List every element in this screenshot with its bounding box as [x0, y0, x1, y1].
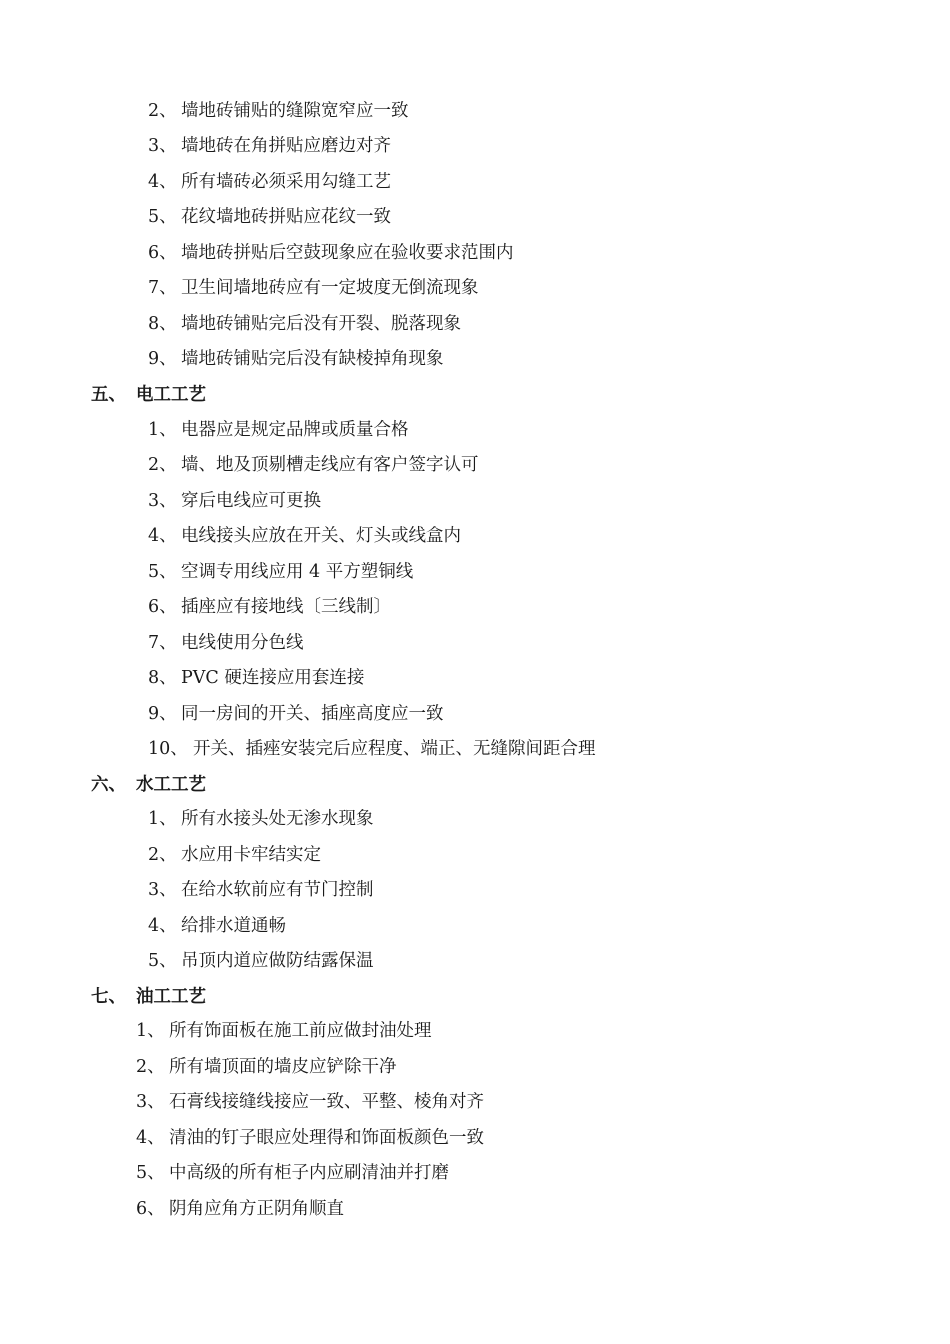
item-number: 3、 — [148, 880, 177, 900]
list-item — [136, 1198, 344, 1220]
list-item — [148, 703, 444, 725]
section-heading-painting — [91, 986, 206, 1008]
item-number: 2、 — [148, 845, 177, 865]
item-text: 插座应有接地线〔三线制〕 — [181, 597, 391, 617]
item-text: 墙、地及顶剔槽走线应有客户签字认可 — [181, 455, 479, 475]
list-item — [136, 1091, 484, 1113]
item-text: 穿后电线应可更换 — [181, 491, 321, 511]
item-number: 7、 — [148, 278, 177, 298]
section-number: 六、 — [91, 775, 126, 795]
item-number: 4、 — [136, 1128, 165, 1148]
list-item — [148, 313, 461, 335]
item-text: 卫生间墙地砖应有一定坡度无倒流现象 — [181, 278, 479, 298]
item-number: 4、 — [148, 172, 177, 192]
item-number: 8、 — [148, 314, 177, 334]
list-item — [148, 454, 479, 476]
list-item — [136, 1162, 449, 1184]
item-number: 1、 — [148, 809, 177, 829]
list-item — [148, 879, 374, 901]
section-number: 七、 — [91, 987, 126, 1007]
item-number: 5、 — [148, 562, 177, 582]
item-text: 所有墙砖必须采用勾缝工艺 — [181, 172, 391, 192]
item-text: 石膏线接缝线接应一致、平整、棱角对齐 — [169, 1092, 484, 1112]
list-item — [148, 348, 444, 370]
section-heading-plumbing — [91, 774, 206, 796]
item-text: 中高级的所有柜子内应刷清油并打磨 — [169, 1163, 449, 1183]
item-number: 8、 — [148, 668, 177, 688]
section-title: 水工工艺 — [136, 775, 206, 795]
item-number: 1、 — [136, 1021, 165, 1041]
item-number: 6、 — [148, 597, 177, 617]
item-number: 4、 — [148, 526, 177, 546]
section-title: 油工工艺 — [136, 987, 206, 1007]
item-text: 阴角应角方正阴角顺直 — [169, 1199, 344, 1219]
list-item — [148, 738, 596, 760]
item-text: 所有墙顶面的墙皮应铲除干净 — [169, 1057, 397, 1077]
item-number: 2、 — [148, 455, 177, 475]
item-number: 9、 — [148, 349, 177, 369]
item-number: 3、 — [148, 136, 177, 156]
item-number: 6、 — [136, 1199, 165, 1219]
list-item — [148, 950, 374, 972]
section-number: 五、 — [91, 385, 126, 405]
item-text: 同一房间的开关、插座高度应一致 — [181, 704, 444, 724]
item-text: PVC 硬连接应用套连接 — [181, 668, 365, 688]
item-number: 5、 — [148, 951, 177, 971]
item-text: 墙地砖在角拼贴应磨边对齐 — [181, 136, 391, 156]
item-text: 墙地砖铺贴的缝隙宽窄应一致 — [181, 101, 409, 121]
item-text: 水应用卡牢结实定 — [181, 845, 321, 865]
item-number: 4、 — [148, 916, 177, 936]
item-number: 3、 — [148, 491, 177, 511]
item-text: 电器应是规定品牌或质量合格 — [181, 420, 409, 440]
item-text: 清油的钉子眼应处理得和饰面板颜色一致 — [169, 1128, 484, 1148]
list-item — [148, 135, 391, 157]
item-text: 开关、插痤安装完后应程度、端正、无缝隙间距合理 — [193, 739, 596, 759]
item-text: 吊顶内道应做防结露保温 — [181, 951, 374, 971]
item-number: 9、 — [148, 704, 177, 724]
item-number: 7、 — [148, 633, 177, 653]
item-text: 墙地砖铺贴完后没有开裂、脱落现象 — [181, 314, 461, 334]
item-text: 墙地砖拼贴后空鼓现象应在验收要求范围内 — [181, 243, 514, 263]
item-text: 所有水接头处无渗水现象 — [181, 809, 374, 829]
item-number: 1、 — [148, 420, 177, 440]
list-item — [136, 1127, 484, 1149]
list-item — [136, 1056, 397, 1078]
item-number: 6、 — [148, 243, 177, 263]
item-text: 在给水软前应有节门控制 — [181, 880, 374, 900]
list-item — [148, 844, 321, 866]
list-item — [148, 242, 514, 264]
list-item — [148, 632, 304, 654]
list-item — [148, 206, 391, 228]
list-item — [148, 915, 286, 937]
list-item — [148, 525, 461, 547]
item-number: 5、 — [136, 1163, 165, 1183]
item-number: 2、 — [136, 1057, 165, 1077]
list-item — [148, 490, 321, 512]
item-number: 5、 — [148, 207, 177, 227]
item-number: 10、 — [148, 739, 188, 759]
list-item — [148, 808, 374, 830]
item-number: 3、 — [136, 1092, 165, 1112]
list-item — [148, 419, 409, 441]
section-title: 电工工艺 — [136, 385, 206, 405]
item-text: 花纹墙地砖拼贴应花纹一致 — [181, 207, 391, 227]
section-heading-electrical — [91, 384, 206, 406]
item-text: 所有饰面板在施工前应做封油处理 — [169, 1021, 432, 1041]
item-text: 空调专用线应用 4 平方塑铜线 — [181, 562, 414, 582]
item-text: 墙地砖铺贴完后没有缺棱掉角现象 — [181, 349, 444, 369]
list-item — [148, 596, 391, 618]
list-item — [148, 171, 391, 193]
item-text: 给排水道通畅 — [181, 916, 286, 936]
list-item — [148, 277, 479, 299]
item-text: 电线使用分色线 — [181, 633, 304, 653]
list-item — [136, 1020, 432, 1042]
list-item — [148, 667, 364, 689]
list-item — [148, 100, 409, 122]
item-text: 电线接头应放在开关、灯头或线盒内 — [181, 526, 461, 546]
list-item — [148, 561, 413, 583]
item-number: 2、 — [148, 101, 177, 121]
